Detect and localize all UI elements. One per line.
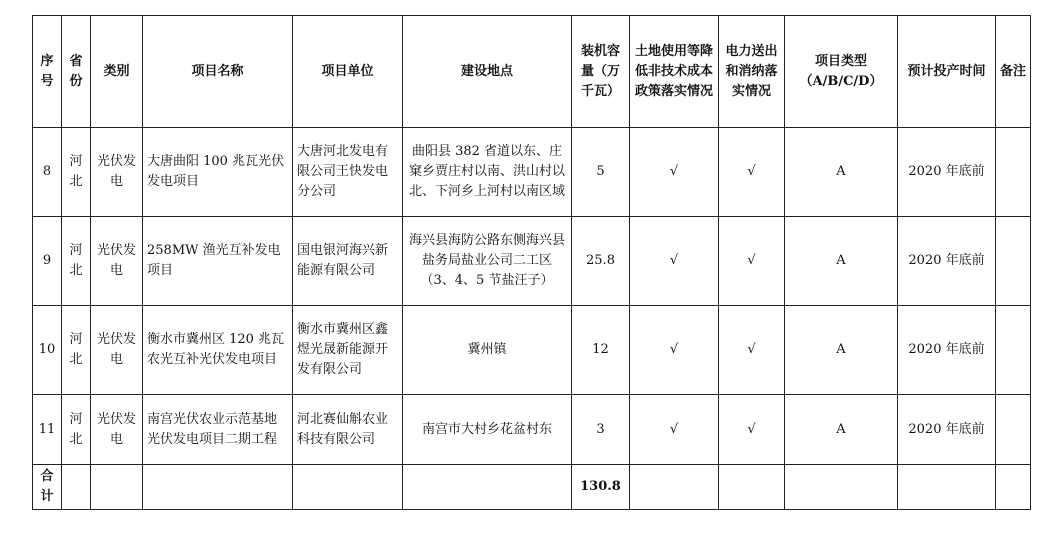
cell-note [996, 217, 1031, 306]
empty-cell [996, 465, 1031, 510]
cell-category: 光伏发电 [91, 306, 143, 395]
table-row [33, 306, 1031, 395]
header-name: 项目名称 [143, 16, 293, 128]
cell-category: 光伏发电 [91, 395, 143, 465]
project-table [32, 15, 1031, 510]
cell-type: A [785, 395, 898, 465]
header-location: 建设地点 [403, 16, 572, 128]
cell-province: 河北 [62, 306, 91, 395]
cell-unit: 衡水市冀州区鑫煜光晟新能源开发有限公司 [293, 306, 403, 395]
cell-power: √ [719, 128, 785, 217]
header-row [33, 16, 1031, 128]
total-capacity: 130.8 [572, 465, 630, 510]
header-province: 省份 [62, 16, 91, 128]
cell-province: 河北 [62, 128, 91, 217]
cell-seq: 8 [33, 128, 62, 217]
cell-time: 2020 年底前 [898, 128, 996, 217]
cell-unit: 国电银河海兴新能源有限公司 [293, 217, 403, 306]
cell-note [996, 306, 1031, 395]
cell-location: 冀州镇 [403, 306, 572, 395]
cell-province: 河北 [62, 395, 91, 465]
cell-seq: 11 [33, 395, 62, 465]
header-note: 备注 [996, 16, 1031, 128]
cell-time: 2020 年底前 [898, 395, 996, 465]
empty-cell [143, 465, 293, 510]
empty-cell [293, 465, 403, 510]
cell-land: √ [630, 306, 719, 395]
empty-cell [630, 465, 719, 510]
cell-capacity: 12 [572, 306, 630, 395]
header-land: 土地使用等降低非技术成本政策落实情况 [630, 16, 719, 128]
cell-capacity: 25.8 [572, 217, 630, 306]
header-unit: 项目单位 [293, 16, 403, 128]
cell-unit: 河北赛仙斛农业科技有限公司 [293, 395, 403, 465]
cell-type: A [785, 217, 898, 306]
empty-cell [91, 465, 143, 510]
header-type: 项目类型（A/B/C/D） [785, 16, 898, 128]
header-category: 类别 [91, 16, 143, 128]
cell-note [996, 128, 1031, 217]
cell-land: √ [630, 217, 719, 306]
empty-cell [62, 465, 91, 510]
table-row [33, 395, 1031, 465]
cell-unit: 大唐河北发电有限公司王快发电分公司 [293, 128, 403, 217]
cell-location: 曲阳县 382 省道以东、庄窠乡贾庄村以南、洪山村以北、下河乡上河村以南区域 [403, 128, 572, 217]
empty-cell [719, 465, 785, 510]
cell-name: 南宫光伏农业示范基地光伏发电项目二期工程 [143, 395, 293, 465]
cell-type: A [785, 128, 898, 217]
table-row [33, 217, 1031, 306]
cell-seq: 10 [33, 306, 62, 395]
cell-time: 2020 年底前 [898, 217, 996, 306]
table-row [33, 128, 1031, 217]
cell-name: 衡水市冀州区 120 兆瓦农光互补光伏发电项目 [143, 306, 293, 395]
header-power: 电力送出和消纳落实情况 [719, 16, 785, 128]
header-time: 预计投产时间 [898, 16, 996, 128]
cell-location: 海兴县海防公路东侧海兴县盐务局盐业公司二工区（3、4、5 节盐汪子） [403, 217, 572, 306]
cell-province: 河北 [62, 217, 91, 306]
cell-land: √ [630, 395, 719, 465]
header-seq: 序号 [33, 16, 62, 128]
total-label: 合计 [33, 465, 62, 510]
cell-capacity: 5 [572, 128, 630, 217]
header-capacity: 装机容量（万千瓦） [572, 16, 630, 128]
cell-power: √ [719, 306, 785, 395]
cell-location: 南宫市大村乡花盆村东 [403, 395, 572, 465]
cell-category: 光伏发电 [91, 217, 143, 306]
cell-capacity: 3 [572, 395, 630, 465]
cell-time: 2020 年底前 [898, 306, 996, 395]
cell-land: √ [630, 128, 719, 217]
cell-name: 258MW 渔光互补发电项目 [143, 217, 293, 306]
cell-note [996, 395, 1031, 465]
empty-cell [403, 465, 572, 510]
cell-type: A [785, 306, 898, 395]
empty-cell [898, 465, 996, 510]
cell-name: 大唐曲阳 100 兆瓦光伏发电项目 [143, 128, 293, 217]
cell-power: √ [719, 395, 785, 465]
cell-seq: 9 [33, 217, 62, 306]
total-row [33, 465, 1031, 510]
cell-category: 光伏发电 [91, 128, 143, 217]
empty-cell [785, 465, 898, 510]
cell-power: √ [719, 217, 785, 306]
